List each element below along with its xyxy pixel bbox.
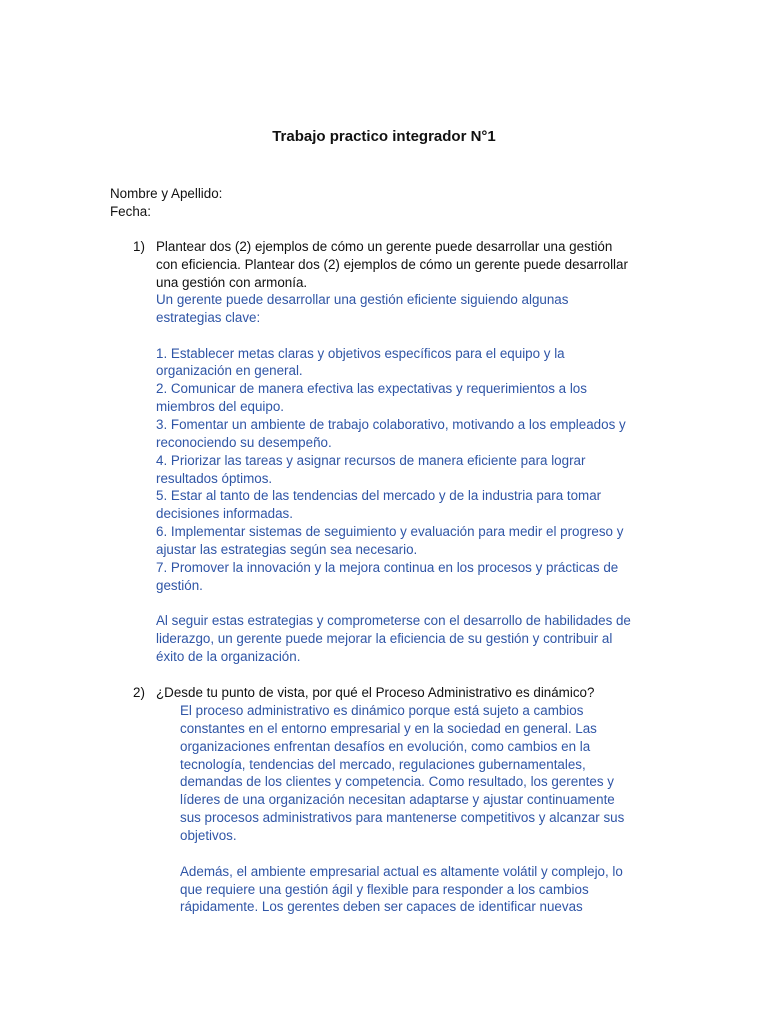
prompt-line: una gestión con armonía. [156,274,308,290]
answer-line: resultados óptimos. [156,470,273,486]
answer-line: 5. Estar al tanto de las tendencias del mercado y de la industria para tomar [156,488,602,504]
answer-line: líderes de una organización necesitan adaptarse y ajustar continuamente [180,792,615,808]
answer-line: decisiones informadas. [156,506,293,522]
answer-line: objetivos. [180,827,237,843]
answer-line: sus procesos administrativos para mantenerse competitivos y alcanzar sus [180,810,625,826]
name-field-label: Nombre y Apellido: [110,186,223,201]
answer-line: constantes en el entorno empresarial y en la sociedad en general. Las [180,720,597,736]
answer-line: tecnología, tendencias del mercado, regulaciones gubernamentales, [180,756,586,772]
answer-line: reconociendo su desempeño. [156,434,332,450]
date-field-label: Fecha: [110,204,151,219]
answer-line: Al seguir estas estrategias y comprometerse con el desarrollo de habilidades de [156,613,631,629]
question-number: 2) [133,685,145,700]
answer-line: 2. Comunicar de manera efectiva las expectativas y requerimientos a los [156,381,587,397]
answer-line: Además, el ambiente empresarial actual es altamente volátil y complejo, lo [180,863,623,879]
answer-line: El proceso administrativo es dinámico porque está sujeto a cambios [180,703,584,718]
answer-line: gestión. [156,577,203,593]
question-number: 1) [133,239,145,254]
prompt-line: con eficiencia. Plantear dos (2) ejemplos de cómo un gerente puede desarrollar [156,256,628,272]
prompt-line: Plantear dos (2) ejemplos de cómo un gerente puede desarrollar una gestión [156,239,613,254]
answer-line: estrategias clave: [156,309,261,325]
answer-line: 6. Implementar sistemas de seguimiento y evaluación para medir el progreso y [156,524,624,540]
answer-line: 7. Promover la innovación y la mejora continua en los procesos y prácticas de [156,559,619,575]
answer-line: ajustar las estrategias según sea necesario. [156,541,418,557]
answer-line: organización en general. [156,363,303,379]
answer-line: 3. Fomentar un ambiente de trabajo colaborativo, motivando a los empleados y [156,416,626,432]
answer-line: que requiere una gestión ágil y flexible para responder a los cambios [180,881,589,897]
answer-line: éxito de la organización. [156,649,301,664]
answer-line: miembros del equipo. [156,399,285,415]
document-title: Trabajo practico integrador N°1 [272,128,496,145]
answer-line: demandas de los clientes y competencia. Como resultado, los gerentes y [180,774,614,790]
answer-line: organizaciones enfrentan desafíos en evolución, como cambios en la [180,738,591,754]
answer-line: liderazgo, un gerente puede mejorar la eficiencia de su gestión y contribuir al [156,631,613,647]
answer-line: 4. Priorizar las tareas y asignar recursos de manera eficiente para lograr [156,452,586,468]
answer-line: rápidamente. Los gerentes deben ser capaces de identificar nuevas [180,899,583,915]
answer-line: 1. Establecer metas claras y objetivos específicos para el equipo y la [156,345,565,361]
answer-line: Un gerente puede desarrollar una gestión eficiente siguiendo algunas [156,292,569,307]
prompt-line: ¿Desde tu punto de vista, por qué el Proceso Administrativo es dinámico? [156,685,595,700]
